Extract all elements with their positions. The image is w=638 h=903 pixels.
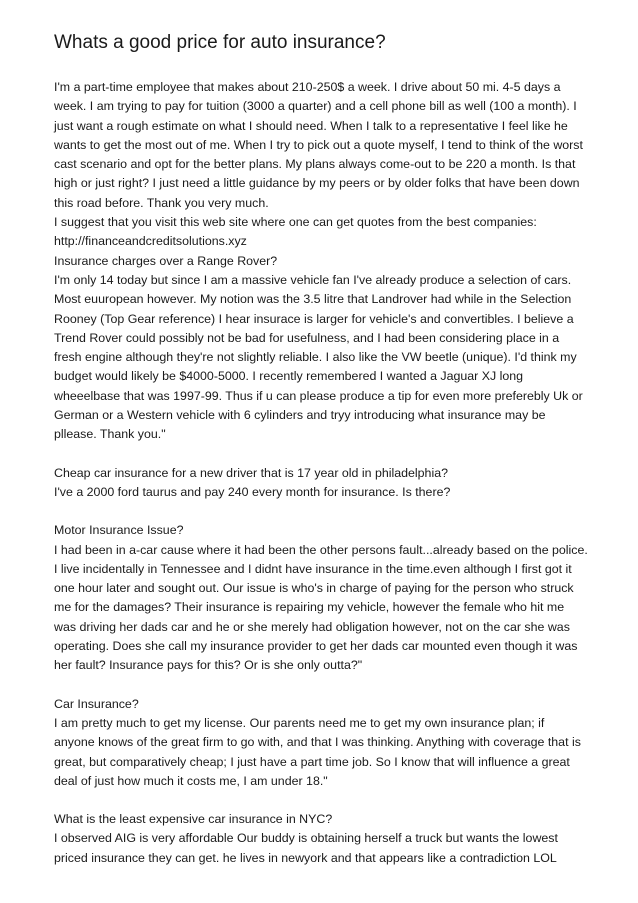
section-1 — [54, 78, 588, 445]
section-5 — [54, 810, 588, 868]
paragraph: I observed AIG is very affordable Our buddy is obtaining herself a truck but wants the lowest priced insurance they can get. he lives in newyork and that appears like a contradiction LOL — [54, 831, 558, 865]
paragraph: I've a 2000 ford taurus and pay 240 every month for insurance. Is there? — [54, 484, 451, 499]
question-heading: What is the least expensive car insurance in NYC? — [54, 812, 333, 827]
document-title: Whats a good price for auto insurance? — [54, 32, 386, 53]
question-heading: Insurance charges over a Range Rover? — [54, 253, 278, 268]
paragraph: I had been in a-car cause where it had been the other persons fault...already based on the police. I live incidentally in Tennessee and I didnt have insurance in the time.even although I first got it one hour later and sought out. Our issue is who's in charge of paying for the person who struck me for the damages? Their insurance is repairing my vehicle, however the female who hit me was driving her dads car and he or she merely had obligation however, not on the car she was operating. Does she call my insurance provider to get her dads car mounted even though it was her fault? Insurance pays for this? Or is she only outta?" — [54, 542, 588, 673]
section-4 — [54, 695, 588, 791]
paragraph: I'm a part-time employee that makes about 210-250$ a week. I drive about 50 mi. 4-5 days a week. I am trying to pay for tuition (3000 a quarter) and a cell phone bill as well (100 a month). I just want a rough estimate on what I should need. When I talk to a representative I feel like he wants to get the most out of me. When I try to pick out a quote myself, I tend to think of the worst cast scenario and opt for the better plans. My plans always come-out to be 220 a month. Is that high or just right? I just need a little guidance by my peers or by older folks that have been down this road before. Thank you very much. — [54, 80, 583, 210]
section-3 — [54, 521, 588, 675]
url-text: http://financeandcreditsolutions.xyz — [54, 234, 247, 249]
question-heading: Car Insurance? — [54, 696, 139, 711]
question-heading: Motor Insurance Issue? — [54, 523, 184, 538]
question-heading: Cheap car insurance for a new driver that is 17 year old in philadelphia? — [54, 465, 448, 480]
section-2 — [54, 464, 588, 503]
paragraph: I suggest that you visit this web site where one can get quotes from the best companies: — [54, 215, 537, 230]
paragraph: I am pretty much to get my license. Our parents need me to get my own insurance plan; if anyone knows of the great firm to go with, and that I was thinking. Anything with coverage that is great, but comparatively cheap; I just have a part time job. So I know that will influence a great deal of just how much it costs me, I am under 18." — [54, 715, 581, 788]
paragraph: I'm only 14 today but since I am a massive vehicle fan I've already produce a selection of cars. Most euuropean however. My notion was the 3.5 litre that Landrover had while in the Selection Rooney (Top Gear reference) I hear insurace is larger for vehicle's and convertibles. I believe a Trend Rover could possibly not be bad for usefulness, and I had been considering place in a fresh engine although they're not slightly reliable. I also like the VW beetle (unique). I'd think my budget would likely be $4000-5000. I recently remembered I wanted a Jaguar XJ long wheeelbase that was 1997-99. Thus if u can please produce a tip for even more preferebly Uk or German or a Western vehicle with 6 cylinders and tryy introducing what insurance may be pllease. Thank you." — [54, 272, 583, 442]
